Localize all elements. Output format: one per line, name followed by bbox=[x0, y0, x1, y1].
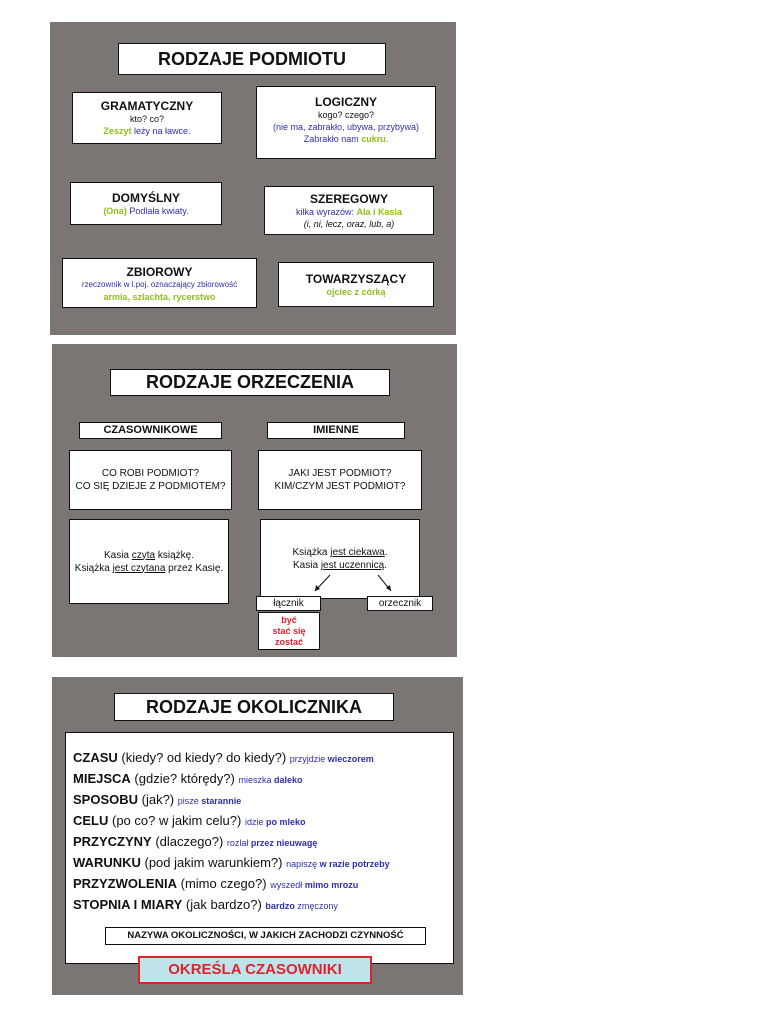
gramatyczny-example-word: Zeszyt bbox=[103, 126, 132, 136]
okolicznik-row bbox=[73, 748, 453, 769]
row-name: CZASU bbox=[73, 750, 118, 765]
row-question: (po co? w jakim celu?) bbox=[108, 813, 245, 828]
row-name: MIEJSCA bbox=[73, 771, 131, 786]
domyslny-box bbox=[70, 182, 222, 225]
row-example-b: po mleko bbox=[265, 817, 306, 827]
okolicznik-list-box bbox=[65, 732, 454, 964]
gramatyczny-example-rest: leży na ławce. bbox=[131, 126, 191, 136]
zbiorowy-example: armia, szlachta, rycerstwo bbox=[103, 292, 216, 302]
row-example-b: mimo mrozu bbox=[304, 880, 359, 890]
czas-ex2-verb: jest czytana bbox=[112, 562, 166, 574]
okolicznik-rows bbox=[73, 748, 453, 916]
slide-rodzaje-okolicznika bbox=[52, 677, 463, 995]
okolicznik-row bbox=[73, 832, 453, 853]
imien-ex1-a: Książka bbox=[292, 547, 331, 558]
row-example-a: wyszedł bbox=[270, 880, 305, 890]
imien-ex1-predicate: jest ciekawa bbox=[330, 547, 385, 558]
row-example-b: bardzo bbox=[265, 901, 295, 911]
row-name: PRZYCZYNY bbox=[73, 834, 152, 849]
orzecznik-label: orzecznik bbox=[367, 596, 433, 611]
okolicznik-row bbox=[73, 895, 453, 916]
row-name: WARUNKU bbox=[73, 855, 141, 870]
slide-rodzaje-orzeczenia bbox=[52, 344, 457, 657]
row-example-a: idzie bbox=[244, 817, 266, 827]
szeregowy-words: Ala i Kasia bbox=[356, 207, 403, 217]
row-example-a: mieszka bbox=[238, 775, 274, 785]
row-question: (jak?) bbox=[138, 792, 178, 807]
towarzyszacy-box bbox=[278, 262, 434, 307]
okolicznik-definition: NAZYWA OKOLICZNOŚCI, W JAKICH ZACHODZI CZYNNOŚĆ bbox=[105, 927, 426, 945]
czas-ex1-verb: czyta bbox=[131, 549, 156, 561]
row-example-a: przyjdzie bbox=[289, 754, 328, 764]
okolicznik-row bbox=[73, 769, 453, 790]
gramatyczny-question: kto? co? bbox=[129, 114, 165, 124]
slide-rodzaje-podmiotu bbox=[50, 22, 456, 335]
okolicznik-row bbox=[73, 811, 453, 832]
copula-verb-2: stać się bbox=[272, 626, 306, 636]
copula-verbs-box bbox=[258, 612, 320, 650]
gramatyczny-heading: GRAMATYCZNY bbox=[100, 99, 194, 113]
row-example-c: zmęczony bbox=[294, 901, 338, 911]
imienne-question-2: KIM/CZYM JEST PODMIOT? bbox=[274, 481, 406, 492]
copula-verb-1: być bbox=[281, 615, 297, 625]
gramatyczny-box bbox=[72, 92, 222, 144]
czas-ex1-a: Kasia bbox=[103, 549, 132, 561]
row-example-b: przez nieuwagę bbox=[250, 838, 318, 848]
logiczny-example-post: . bbox=[385, 134, 389, 144]
row-question: (mimo czego?) bbox=[177, 876, 271, 891]
okolicznik-row bbox=[73, 853, 453, 874]
row-question: (pod jakim warunkiem?) bbox=[140, 855, 287, 870]
slide3-title: RODZAJE OKOLICZNIKA bbox=[114, 693, 394, 721]
row-example-b: w razie potrzeby bbox=[319, 859, 390, 869]
zbiorowy-heading: ZBIOROWY bbox=[126, 265, 193, 279]
row-question: (jak bardzo?) bbox=[182, 897, 266, 912]
imienne-label: IMIENNE bbox=[267, 422, 405, 439]
logiczny-example-pre: Zabrakło nam bbox=[303, 134, 362, 144]
row-name: SPOSOBU bbox=[73, 792, 139, 807]
row-name: STOPNIA I MIARY bbox=[73, 897, 183, 912]
czasownikowe-label: CZASOWNIKOWE bbox=[79, 422, 222, 439]
copula-verb-3: zostać bbox=[274, 637, 303, 647]
domyslny-example-rest: Podlała kwiaty. bbox=[126, 206, 189, 216]
czas-ex2-a: Książka bbox=[74, 562, 113, 574]
czas-ex1-b: książkę. bbox=[155, 549, 195, 561]
czas-ex2-b: przez Kasię. bbox=[165, 562, 224, 574]
row-example-a: pisze bbox=[177, 796, 202, 806]
szeregowy-heading: SZEREGOWY bbox=[309, 192, 388, 206]
czasownikowe-question-1: CO ROBI PODMIOT? bbox=[101, 468, 200, 479]
row-example-a: rozlał bbox=[226, 838, 251, 848]
logiczny-note: (nie ma, zabrakło, ubywa, przybywa) bbox=[272, 122, 420, 132]
slide2-title: RODZAJE ORZECZENIA bbox=[110, 369, 390, 396]
czasownikowe-question-2: CO SIĘ DZIEJE Z PODMIOTEM? bbox=[75, 481, 226, 492]
logiczny-question: kogo? czego? bbox=[317, 110, 375, 120]
imien-ex1-b: . bbox=[384, 547, 388, 558]
row-example-b: daleko bbox=[273, 775, 303, 785]
slide1-title: RODZAJE PODMIOTU bbox=[118, 43, 386, 75]
szeregowy-pre: kilka wyrazów: bbox=[295, 207, 357, 217]
towarzyszacy-example: ojciec z córką bbox=[326, 287, 386, 297]
row-question: (dlaczego?) bbox=[151, 834, 227, 849]
imien-ex2-predicate: jest uczennicą bbox=[320, 560, 385, 571]
row-example-b: wieczorem bbox=[327, 754, 374, 764]
row-example-b: starannie bbox=[201, 796, 242, 806]
domyslny-example-word: (Ona) bbox=[103, 206, 127, 216]
imien-ex2-b: . bbox=[384, 560, 387, 571]
okolicznik-function-label: OKREŚLA CZASOWNIKI bbox=[138, 956, 372, 984]
szeregowy-box bbox=[264, 186, 434, 235]
zbiorowy-box bbox=[62, 258, 257, 308]
row-name: PRZYZWOLENIA bbox=[73, 876, 177, 891]
lacznik-label: łącznik bbox=[256, 596, 321, 611]
towarzyszacy-heading: TOWARZYSZĄCY bbox=[305, 272, 407, 286]
domyslny-heading: DOMYŚLNY bbox=[111, 191, 180, 205]
row-question: (kiedy? od kiedy? do kiedy?) bbox=[117, 750, 290, 765]
row-question: (gdzie? którędy?) bbox=[130, 771, 239, 786]
okolicznik-row bbox=[73, 874, 453, 895]
imienne-question-1: JAKI JEST PODMIOT? bbox=[288, 468, 392, 479]
row-name: CELU bbox=[73, 813, 109, 828]
logiczny-example-word: cukru bbox=[361, 134, 386, 144]
row-example-a: napiszę bbox=[286, 859, 320, 869]
szeregowy-conjunctions: (i, ni, lecz, oraz, lub, a) bbox=[303, 219, 395, 229]
logiczny-heading: LOGICZNY bbox=[315, 95, 377, 109]
zbiorowy-description: rzeczownik w l.poj. oznaczający zbiorowość bbox=[81, 280, 238, 289]
okolicznik-row bbox=[73, 790, 453, 811]
logiczny-box bbox=[256, 86, 436, 159]
imien-ex2-a: Kasia bbox=[293, 560, 321, 571]
